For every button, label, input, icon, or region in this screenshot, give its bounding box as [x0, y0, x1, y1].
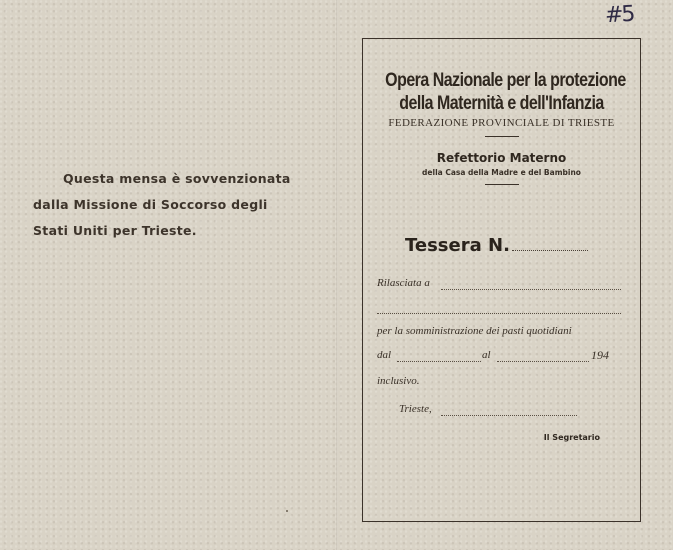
- dal-label: dal: [377, 349, 392, 361]
- trieste-label: Trieste,: [399, 403, 432, 415]
- page-fold: [336, 0, 338, 550]
- tessera-label: Tessera N.: [405, 235, 510, 256]
- al-label: al: [482, 349, 491, 361]
- tessera-number-line[interactable]: [512, 236, 588, 251]
- secretary-signature-label: Il Segretario: [543, 433, 600, 442]
- recipient-name-line-2[interactable]: [377, 313, 621, 314]
- meal-card: [362, 38, 641, 522]
- card-number-field[interactable]: [405, 235, 588, 256]
- start-date-line[interactable]: [397, 361, 481, 362]
- casa-subtitle: della Casa della Madre e del Bambino: [422, 168, 581, 177]
- organization-title-line-2: della Maternità e dell'Infanzia: [399, 93, 604, 114]
- handwritten-mark: #5: [604, 1, 635, 29]
- end-date-line[interactable]: [497, 361, 589, 362]
- card-header: [363, 69, 640, 185]
- issue-date-line[interactable]: [441, 415, 577, 416]
- rilasciata-label: Rilasciata a: [377, 277, 430, 289]
- inclusivo-text: inclusivo.: [377, 375, 420, 387]
- notice-line-2: dalla Missione di Soccorso degli: [33, 197, 268, 212]
- somministrazione-text: per la somministrazione dei pasti quotidiani: [377, 325, 572, 337]
- subtitle-divider: [485, 184, 519, 185]
- subsidy-notice: [33, 166, 323, 244]
- header-divider: [485, 136, 519, 137]
- notice-line-3: Stati Uniti per Trieste.: [33, 223, 197, 238]
- paper-speck: [286, 510, 288, 512]
- federation-name: FEDERAZIONE PROVINCIALE DI TRIESTE: [388, 117, 615, 129]
- recipient-name-line[interactable]: [441, 289, 621, 290]
- year-prefix: 194: [591, 348, 609, 362]
- organization-title-line-1: Opera Nazionale per la protezione: [385, 70, 626, 91]
- refettorio-title: Refettorio Materno: [436, 151, 567, 165]
- notice-line-1: Questa mensa è sovvenzionata: [63, 171, 291, 186]
